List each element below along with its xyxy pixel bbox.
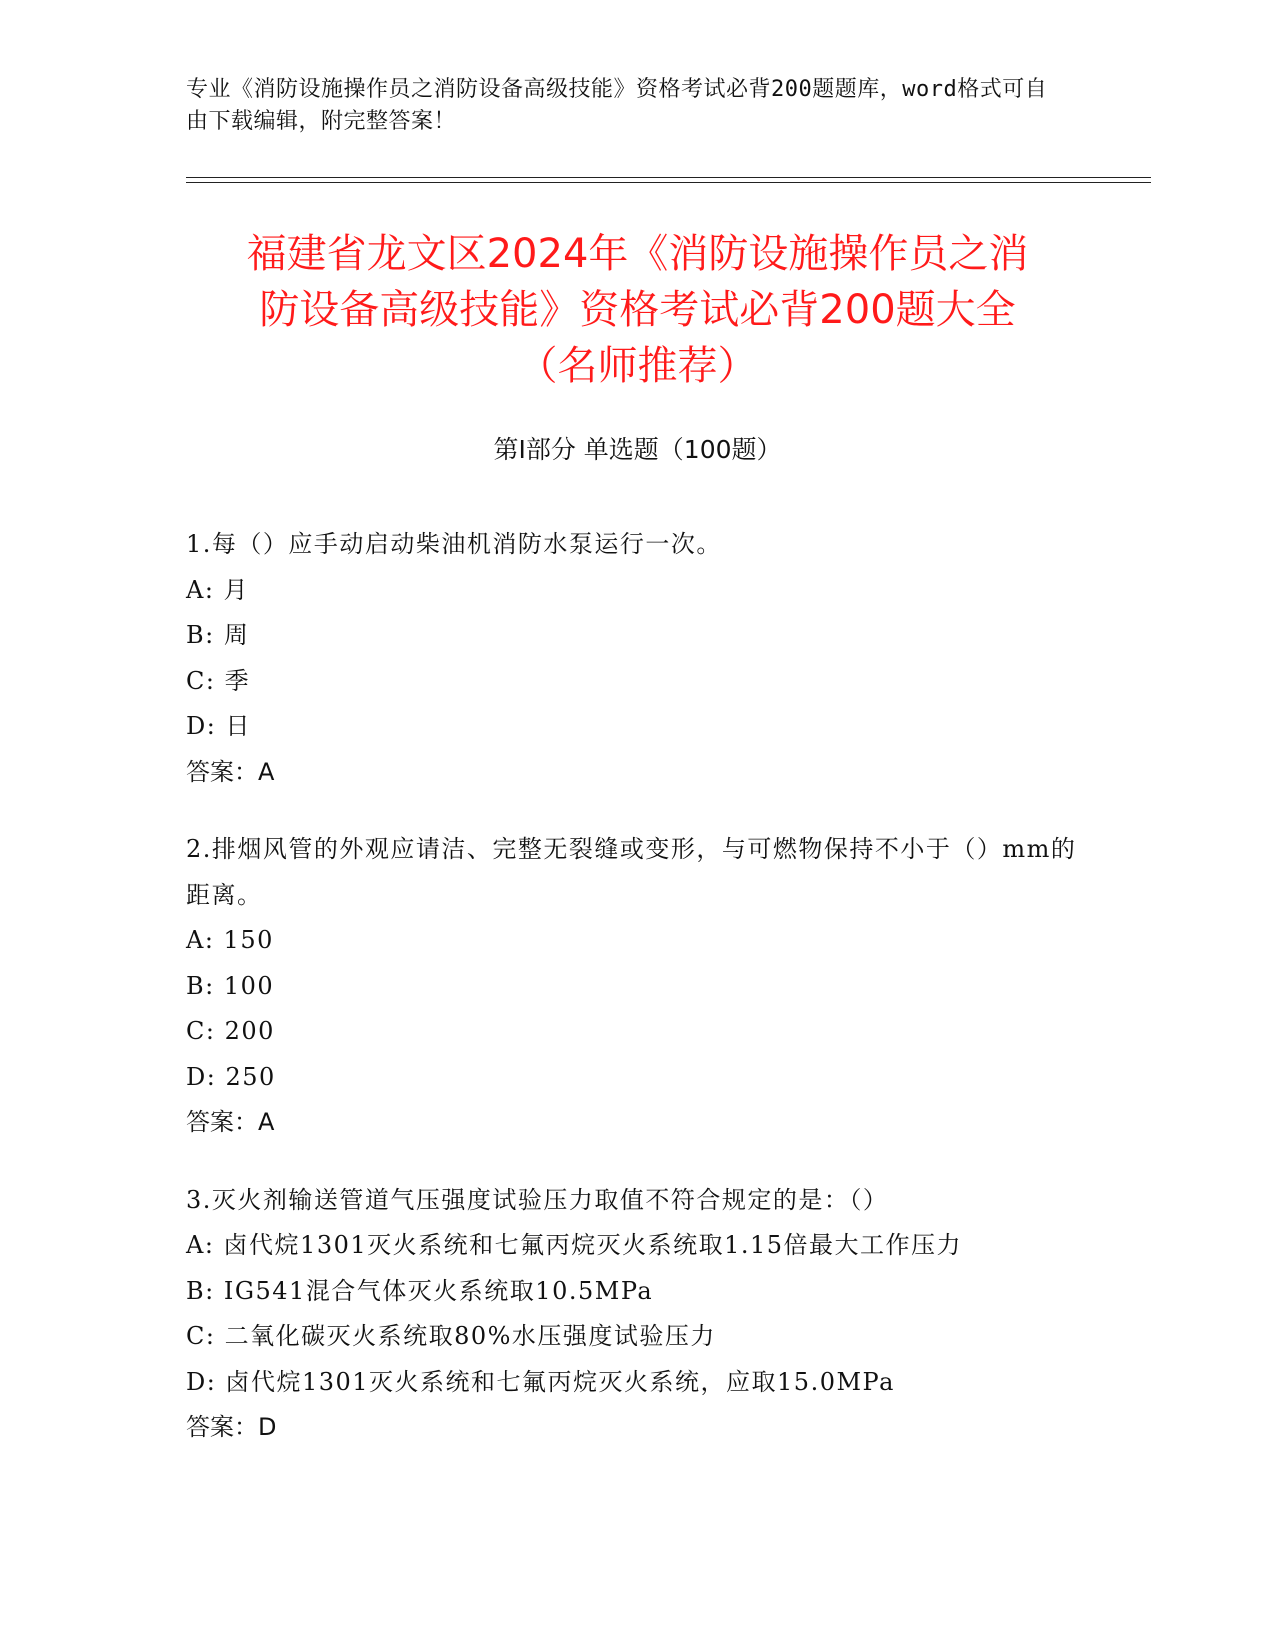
document-title-line-3: （名师推荐） [517, 343, 758, 389]
question-stem: 3.灭火剂输送管道气压强度试验压力取值不符合规定的是：（） [186, 1185, 889, 1214]
option-a: A: 月 [186, 575, 250, 604]
option-a: A: 卤代烷1301灭火系统和七氟丙烷灭火系统取1.15倍最大工作压力 [186, 1231, 963, 1259]
header-rule-top [186, 177, 1151, 178]
header-note: 专业《消防设施操作员之消防设备高级技能》资格考试必背200题题库，word格式可自由下载编辑，附完整答案！ [186, 77, 1048, 134]
section-heading: 第I部分 单选题（100题） [493, 435, 782, 464]
question-2 [186, 827, 1086, 1146]
question-stem: 2.排烟风管的外观应请洁、完整无裂缝或变形，与可燃物保持不小于（）mm的距离。 [186, 835, 1077, 909]
document-title [150, 226, 1125, 394]
option-a: A: 150 [186, 926, 274, 954]
option-c: C: 季 [186, 666, 251, 695]
option-b: B: IG541混合气体灭火系统取10.5MPa [186, 1276, 654, 1305]
option-c: C: 200 [186, 1017, 275, 1045]
question-list [186, 522, 1086, 1483]
question-3 [186, 1178, 1086, 1451]
option-b: B: 周 [186, 621, 250, 649]
question-1 [186, 522, 1086, 795]
header-rule-bottom [186, 182, 1151, 183]
answer: 答案：A [186, 757, 275, 786]
option-d: D: 卤代烷1301灭火系统和七氟丙烷灭火系统，应取15.0MPa [186, 1367, 895, 1396]
document-title-line-2: 防设备高级技能》资格考试必背200题大全 [259, 287, 1016, 333]
option-d: D: 250 [186, 1062, 276, 1091]
answer: 答案：D [186, 1413, 277, 1441]
answer: 答案：A [186, 1108, 275, 1136]
document-title-line-1: 福建省龙文区2024年《消防设施操作员之消 [246, 231, 1029, 277]
option-c: C: 二氧化碳灭火系统取80%水压强度试验压力 [186, 1322, 716, 1350]
question-stem: 1.每（）应手动启动柴油机消防水泵运行一次。 [186, 530, 722, 558]
option-b: B: 100 [186, 971, 275, 1000]
option-d: D: 日 [186, 712, 251, 740]
